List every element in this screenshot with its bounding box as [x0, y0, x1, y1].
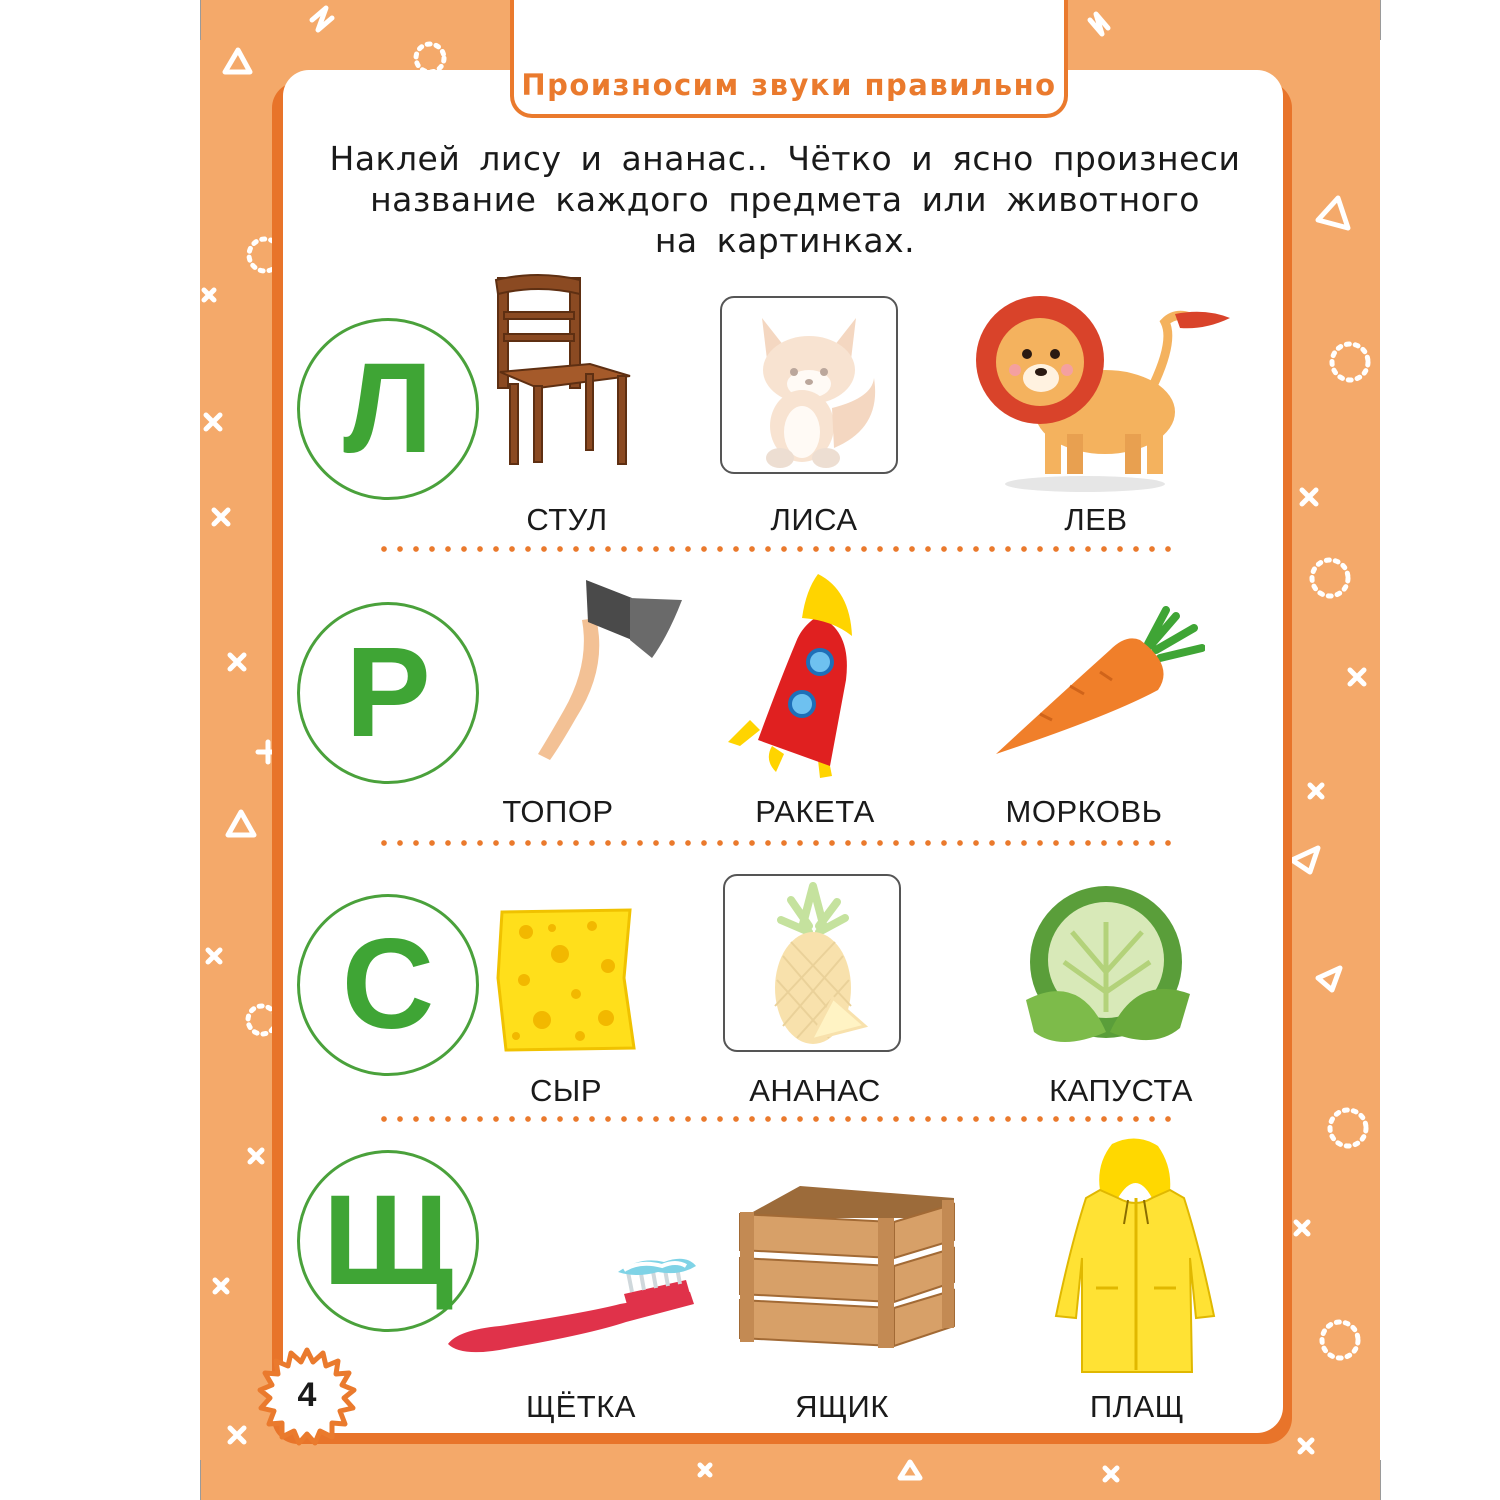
letter: Л — [343, 337, 433, 480]
page-number-badge — [257, 1346, 357, 1446]
letter: Р — [345, 621, 431, 764]
page-title: Произносим звуки правильно — [521, 68, 1057, 102]
dotted-divider — [376, 546, 1178, 552]
fox-icon — [722, 298, 896, 472]
word-label: РАКЕТА — [755, 794, 875, 829]
pineapple-icon — [725, 876, 899, 1050]
word-label: СТУЛ — [526, 502, 608, 537]
word-label: АНАНАС — [749, 1073, 881, 1108]
letter-circle-s — [297, 894, 479, 1076]
instruction-line: на картинках. — [654, 221, 916, 260]
word-label: ЛИСА — [770, 502, 858, 537]
page-number: 4 — [297, 1376, 317, 1414]
letter-circle-l — [297, 318, 479, 500]
word-label: СЫР — [529, 1073, 602, 1108]
letter: Щ — [322, 1169, 454, 1312]
crate-icon — [738, 1178, 960, 1350]
word-label: КАПУСТА — [1049, 1073, 1193, 1108]
lion-icon — [975, 282, 1235, 492]
axe-icon — [520, 578, 690, 768]
trim-mark — [1380, 0, 1381, 40]
word-label: ЯЩИК — [795, 1389, 889, 1424]
word-label: ЛЕВ — [1064, 502, 1128, 537]
word-label: ТОПОР — [502, 794, 614, 829]
letter-circle-r — [297, 602, 479, 784]
sticker-slot-fox[interactable] — [720, 296, 898, 474]
letter: С — [341, 913, 435, 1056]
word-label: ПЛАЩ — [1089, 1389, 1185, 1424]
title-tab — [510, 0, 1068, 118]
instructions — [300, 138, 1270, 261]
raincoat-icon — [1052, 1138, 1218, 1374]
instruction-line: Наклей лису и ананас.. Чётко и ясно произнеси — [329, 139, 1241, 178]
instruction-line: название каждого предмета или животного — [370, 180, 1200, 219]
rocket-icon — [720, 570, 870, 785]
sticker-slot-pineapple[interactable] — [723, 874, 901, 1052]
trim-mark — [1380, 1460, 1381, 1500]
dotted-divider — [376, 1116, 1178, 1122]
cabbage-icon — [1020, 882, 1195, 1047]
chair-icon — [490, 272, 640, 468]
toothbrush-icon — [440, 1250, 700, 1360]
dotted-divider — [376, 840, 1178, 846]
cheese-icon — [496, 908, 636, 1052]
word-label: ЩЁТКА — [526, 1389, 636, 1424]
carrot-icon — [990, 606, 1205, 762]
word-label: МОРКОВЬ — [1005, 794, 1163, 829]
